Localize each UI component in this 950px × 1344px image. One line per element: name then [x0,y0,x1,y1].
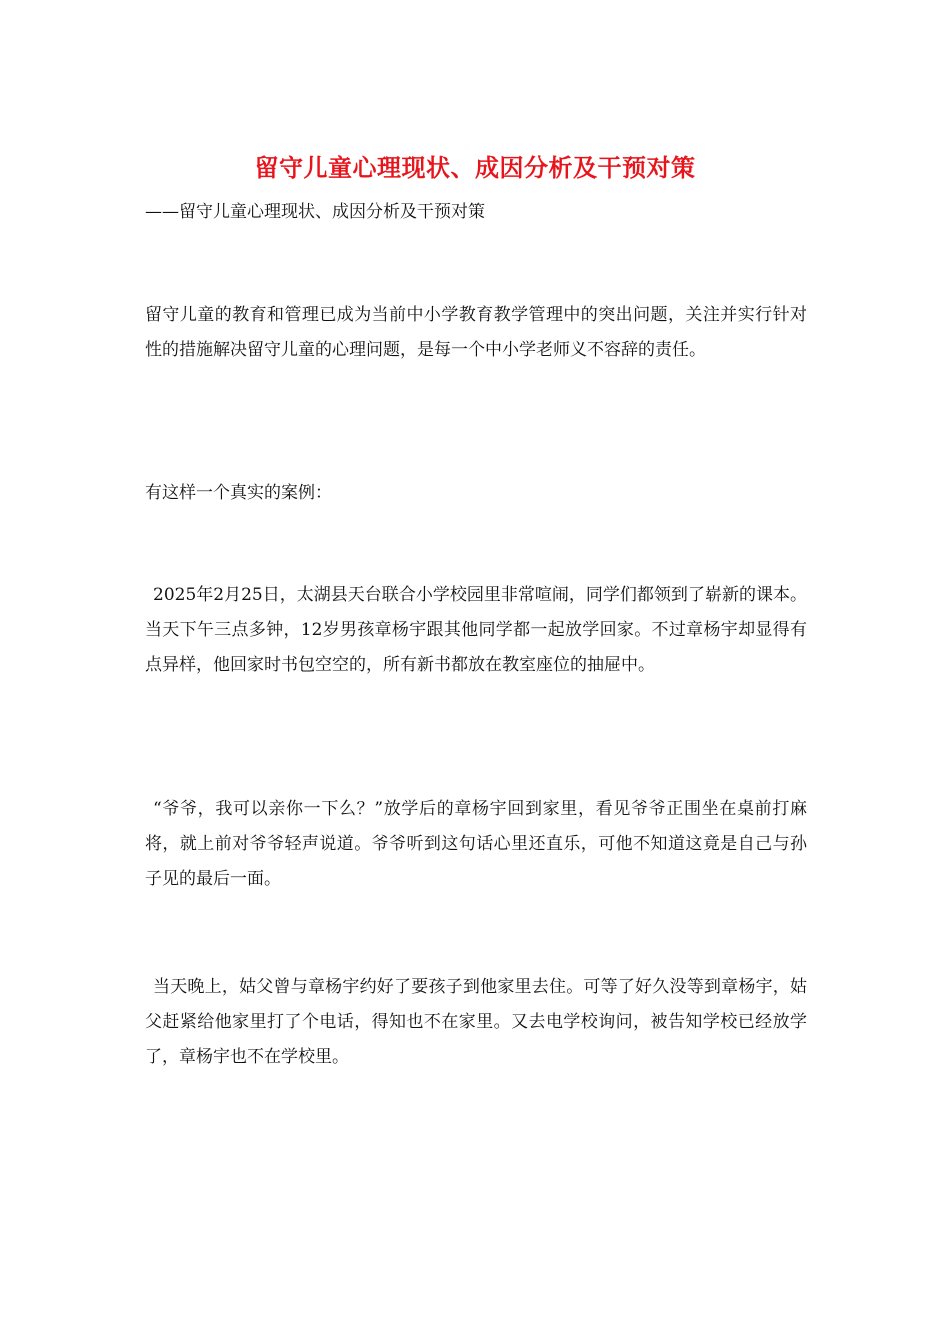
paragraph-case-lead: 有这样一个真实的案例： [145,483,332,503]
document-title: 留守儿童心理现状、成因分析及干预对策 [254,153,696,182]
paragraph-case-date: 2025年2月25日，太湖县天台联合小学校园里非常喧闹，同学们都领到了崭新的课本。当天下午三点多钟，12岁男孩章杨宇跟其他同学都一起放学回家。不过章杨宇却显得有点异样，他回家时书包空空的，所有新书都放在教室座位的抽屉中。 [145,585,807,675]
paragraph-intro: 留守儿童的教育和管理已成为当前中小学教育教学管理中的突出问题，关注并实行针对性的措施解决留守儿童的心理问题，是每一个中小学老师义不容辞的责任。 [145,305,807,360]
document-subtitle: ——留守儿童心理现状、成因分析及干预对策 [145,202,485,222]
paragraph-evening: 当天晚上，姑父曾与章杨宇约好了要孩子到他家里去住。可等了好久没等到章杨宇，姑父赶紧给他家里打了个电话，得知也不在家里。又去电学校询问，被告知学校已经放学了，章杨宇也不在学校里。 [145,977,807,1067]
paragraph-grandpa: “爷爷，我可以亲你一下么？”放学后的章杨宇回到家里，看见爷爷正围坐在桌前打麻将，就上前对爷爷轻声说道。爷爷听到这句话心里还直乐，可他不知道这竟是自己与孙子见的最后一面。 [145,799,807,889]
